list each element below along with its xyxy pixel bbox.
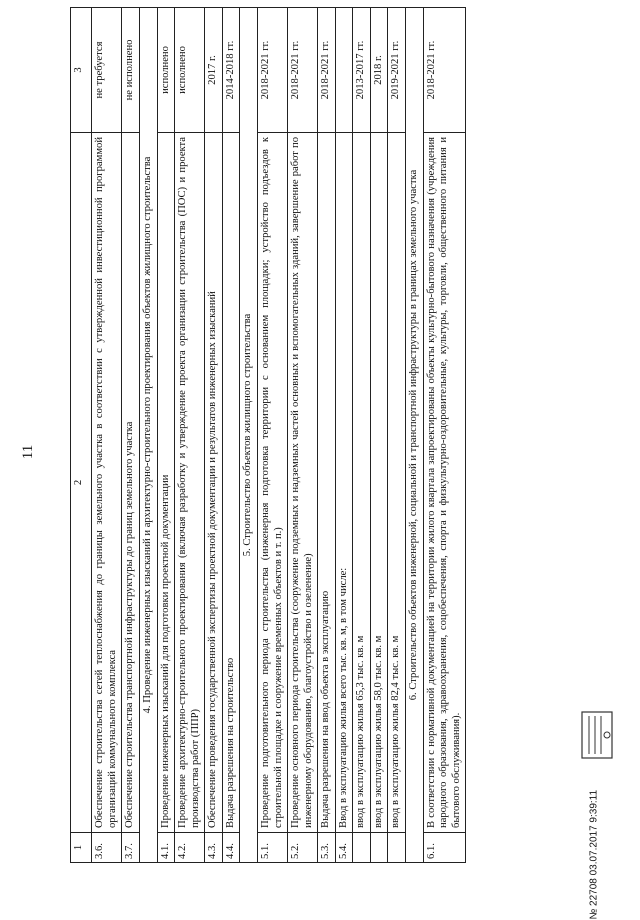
item-number: 3.6. [92,833,122,863]
header-col-1: 1 [71,833,92,863]
item-term: 2018-2021 гг. [258,8,288,133]
table-subrow [370,8,388,863]
table-row [288,8,318,863]
item-number [353,833,371,863]
item-number: 5.3. [318,833,336,863]
section-heading-row [139,8,157,863]
header-col-3: 3 [71,8,92,133]
table-header-row [71,8,92,863]
table-row [423,8,466,863]
item-description: Обеспечение строительства сетей теплоснабжения до границы земельного участка в соответствии с утвержденной инвестиционной программой организаций коммунального комплекса [92,133,122,833]
section-heading: 4. Проведение инженерных изысканий и архитектурно-строительного проектирования объектов жилищного строительства [139,8,157,863]
plan-table-body [71,8,466,863]
item-description: Выдача разрешения на ввод объекта в эксплуатацию [318,133,336,833]
section-heading-row [240,8,258,863]
table-row [335,8,353,863]
item-number: 4.2. [175,833,205,863]
item-description: Обеспечение проведения государственной экспертизы проектной документации и результатов инженерных изысканий [205,133,223,833]
item-number: 3.7. [122,833,140,863]
item-description: В соответствии с нормативной документацией на территории жилого квартала запроектированы объекты культурно-бытового назначения (учреждения народного образования, здравоохранения, соцобеспечения, спорта и физкультурно-оздоровительные, культуры, торговли, общественного питания и бытового обслуживания). [423,133,466,833]
table-row [175,8,205,863]
table-subrow [353,8,371,863]
item-term: 2013-2017 гг. [353,8,371,133]
section-heading-row [405,8,423,863]
stamp-text: № 22708 03.07.2017 9:39:11 [588,789,600,920]
plan-table [70,7,466,863]
section-heading: 6. Строительство объектов инженерной, социальной и транспортной инфраструктуры в границах земельного участка [405,8,423,863]
rotated-document-table [70,8,590,863]
item-term: 2017 г. [205,8,223,133]
item-description: Выдача разрешения на строительство [222,133,240,833]
item-number [370,833,388,863]
item-number: 4.1. [157,833,175,863]
item-term: 2018-2021 гг. [288,8,318,133]
item-description: Проведение основного периода строительства (сооружение подземных и надземных частей основных и вспомогательных зданий, завершение работ по инженерному оборудованию, благоустройство и озеленение) [288,133,318,833]
item-description: Проведение подготовительного периода строительства (инженерная подготовка территории с основанием площадки; устройство подъездов к строительной площадке и сооружение временных объектов и т. п.) [258,133,288,833]
item-number: 5.1. [258,833,288,863]
item-term: 2014-2018 гг. [222,8,240,133]
item-term: не требуется [92,8,122,133]
stamp-logo-icon [580,710,614,760]
item-term: исполнено [157,8,175,133]
item-description: ввод в эксплуатацию жилья 65,3 тыс. кв. м [353,133,371,833]
table-row [122,8,140,863]
item-term: исполнено [175,8,205,133]
item-description: Проведение инженерных изысканий для подготовки проектной документации [157,133,175,833]
item-term: 2019-2021 гг. [388,8,406,133]
table-row [222,8,240,863]
item-number: 4.4. [222,833,240,863]
page-number: 11 [20,444,36,460]
item-description: ввод в эксплуатацию жилья 82,4 тыс. кв. м [388,133,406,833]
table-row [205,8,223,863]
item-number: 4.3. [205,833,223,863]
item-number: 6.1. [423,833,466,863]
registration-stamp [572,710,622,920]
item-description: Ввод в эксплуатацию жилья всего тыс. кв. м, в том числе: [335,133,353,833]
table-subrow [388,8,406,863]
item-term: 2018-2021 гг. [423,8,466,133]
item-number: 5.2. [288,833,318,863]
item-description: Проведение архитектурно-строительного проектирования (включая разработку и утверждение проекта организации строительства (ПОС) и проекта производства работ (ППР) [175,133,205,833]
header-col-2: 2 [71,133,92,833]
item-description: Обеспечение строительства транспортной инфраструктуры до границ земельного участка [122,133,140,833]
section-heading: 5. Строительство объектов жилищного строительства [240,8,258,863]
item-number [388,833,406,863]
table-row [318,8,336,863]
item-description: ввод в эксплуатацию жилья 58,0 тыс. кв. м [370,133,388,833]
table-row [258,8,288,863]
item-number: 5.4. [335,833,353,863]
table-row [92,8,122,863]
item-term: 2018-2021 гг. [318,8,336,133]
table-row [157,8,175,863]
item-term [335,8,353,133]
item-term: 2018 г. [370,8,388,133]
item-term: не исполнено [122,8,140,133]
